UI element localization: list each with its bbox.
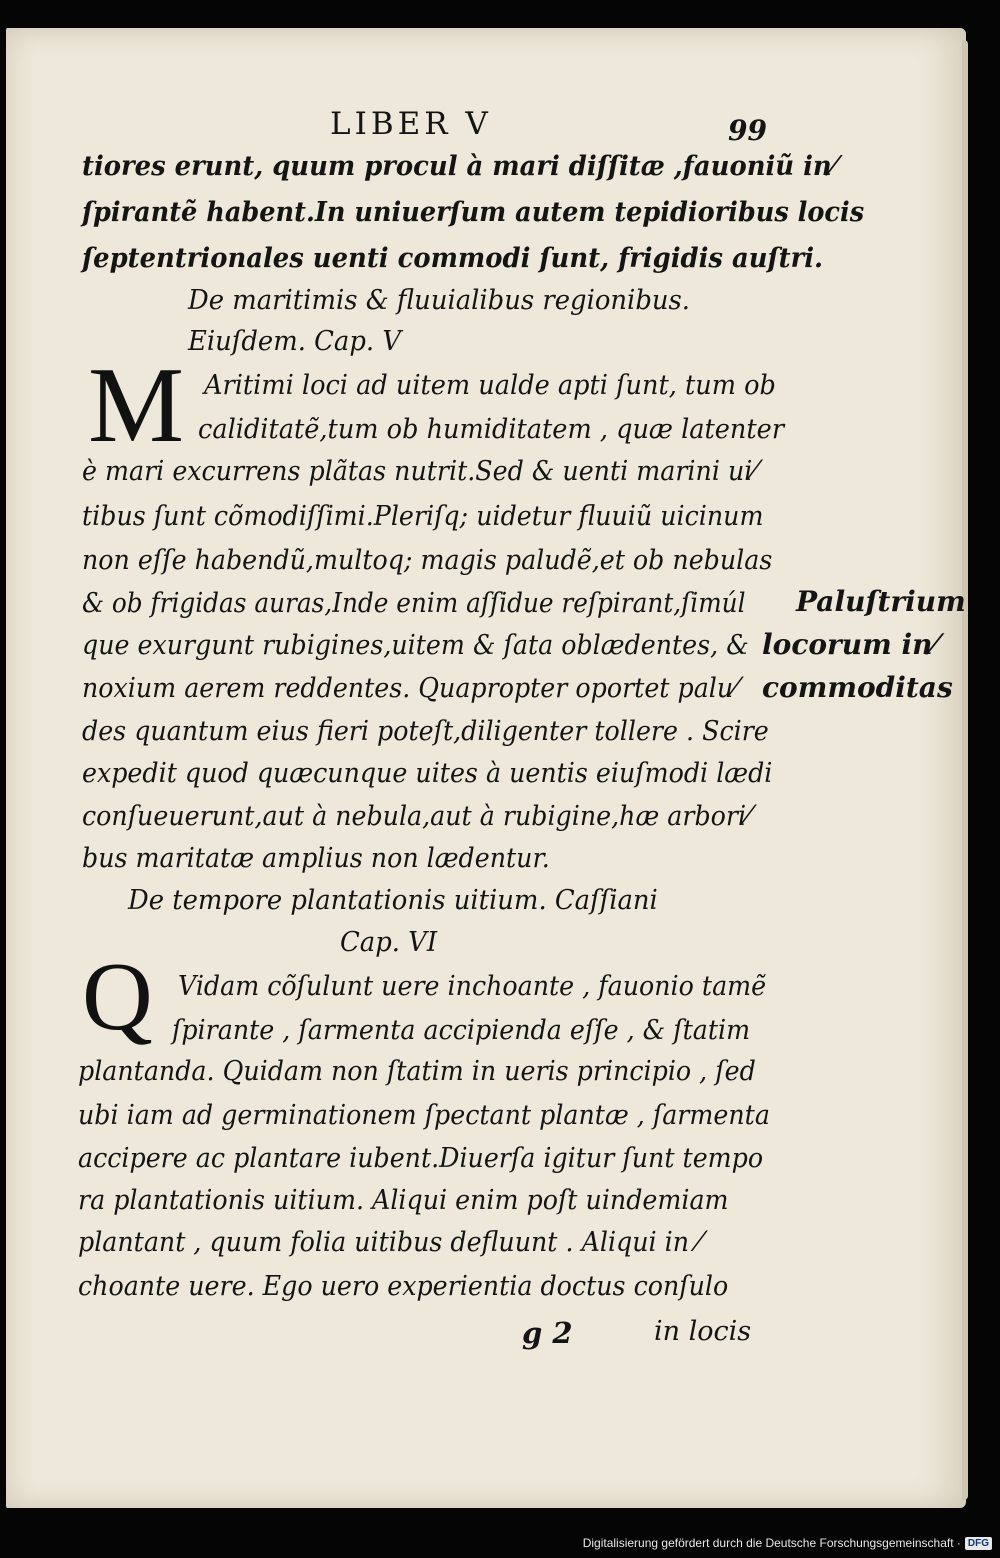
running-head: LIBER V	[330, 106, 492, 142]
text-line: ſeptentrionales uenti commodi ſunt, frigidis auſtri.	[82, 242, 824, 274]
dfg-logo: DFG	[965, 1537, 992, 1550]
text-line: ubi iam ad germinationem ſpectant plantæ , ſarmenta	[78, 1099, 770, 1131]
digitization-credit	[583, 1536, 992, 1550]
text-line: ſpirante , ſarmenta accipienda eſſe , & ſtatim	[172, 1014, 751, 1046]
page-number: 99	[728, 114, 767, 147]
text-line: accipere ac plantare iubent.Diuerſa igitur ſunt tempo	[78, 1142, 764, 1174]
text-line: ſpirantẽ habent.In uniuerſum autem tepidioribus locis	[82, 196, 865, 228]
text-line: Vidam cõſulunt uere inchoante , fauonio tamẽ	[178, 970, 767, 1002]
text-line: des quantum eius fieri poteſt,diligenter tollere . Scire	[82, 715, 769, 747]
margin-note: locorum in⁄	[762, 628, 938, 661]
text-line: plantant , quum folia uitibus defluunt . Aliqui in ⁄	[78, 1226, 702, 1258]
text-line: choante uere. Ego uero experientia doctus conſulo	[78, 1270, 729, 1302]
text-line: caliditatẽ,tum ob humiditatem , quæ latenter	[198, 413, 785, 445]
text-line: plantanda. Quidam non ſtatim in ueris principio , ſed	[78, 1055, 756, 1087]
text-line: Aritimi loci ad uitem ualde apti ſunt, tum ob	[204, 369, 776, 401]
margin-note: commoditas	[762, 671, 953, 704]
signature-mark: g 2	[522, 1316, 573, 1350]
chapter-heading: Eiuſdem. Cap. V	[188, 325, 401, 357]
credit-text: Digitalisierung gefördert durch die Deutsche Forschungsgemeinschaft ·	[582, 1536, 961, 1550]
drop-cap-m: M	[88, 346, 185, 465]
text-line: noxium aerem reddentes. Quapropter oportet palu⁄	[82, 672, 738, 704]
text-line: tiores erunt, quum procul à mari diſſitæ ,fauoniũ in⁄	[82, 150, 837, 182]
text-line: que exurgunt rubigines,uitem & ſata oblædentes, &	[82, 629, 749, 661]
chapter-heading: Cap. VI	[340, 926, 438, 958]
text-line: conſueuerunt,aut à nebula,aut à rubigine,hæ arbori⁄	[82, 800, 751, 832]
page-edge	[962, 40, 968, 1500]
text-line: bus maritatæ amplius non lædentur.	[82, 842, 550, 874]
chapter-heading: De maritimis & fluuialibus regionibus.	[188, 284, 691, 316]
text-line: non eſſe habendũ,multoq; magis paludẽ,et ob nebulas	[82, 544, 773, 576]
text-line: & ob frigidas auras,Inde enim aſſidue reſpirant,ſimúl	[82, 587, 746, 619]
chapter-heading: De tempore plantationis uitium. Caſſiani	[128, 884, 658, 916]
text-line: tibus ſunt cõmodiſſimi.Pleriſq; uidetur fluuiũ uicinum	[82, 500, 764, 532]
drop-cap-q: Q	[82, 943, 153, 1051]
catchword: in locis	[654, 1316, 752, 1347]
text-line: è mari excurrens plãtas nutrit.Sed & uenti marini ui⁄	[82, 455, 757, 487]
margin-note: Paluſtrium	[796, 585, 966, 618]
text-line: expedit quod quæcunque uites à uentis eiuſmodi lædi	[82, 757, 773, 789]
text-line: ra plantationis uitium. Aliqui enim poſt uindemiam	[78, 1184, 729, 1216]
